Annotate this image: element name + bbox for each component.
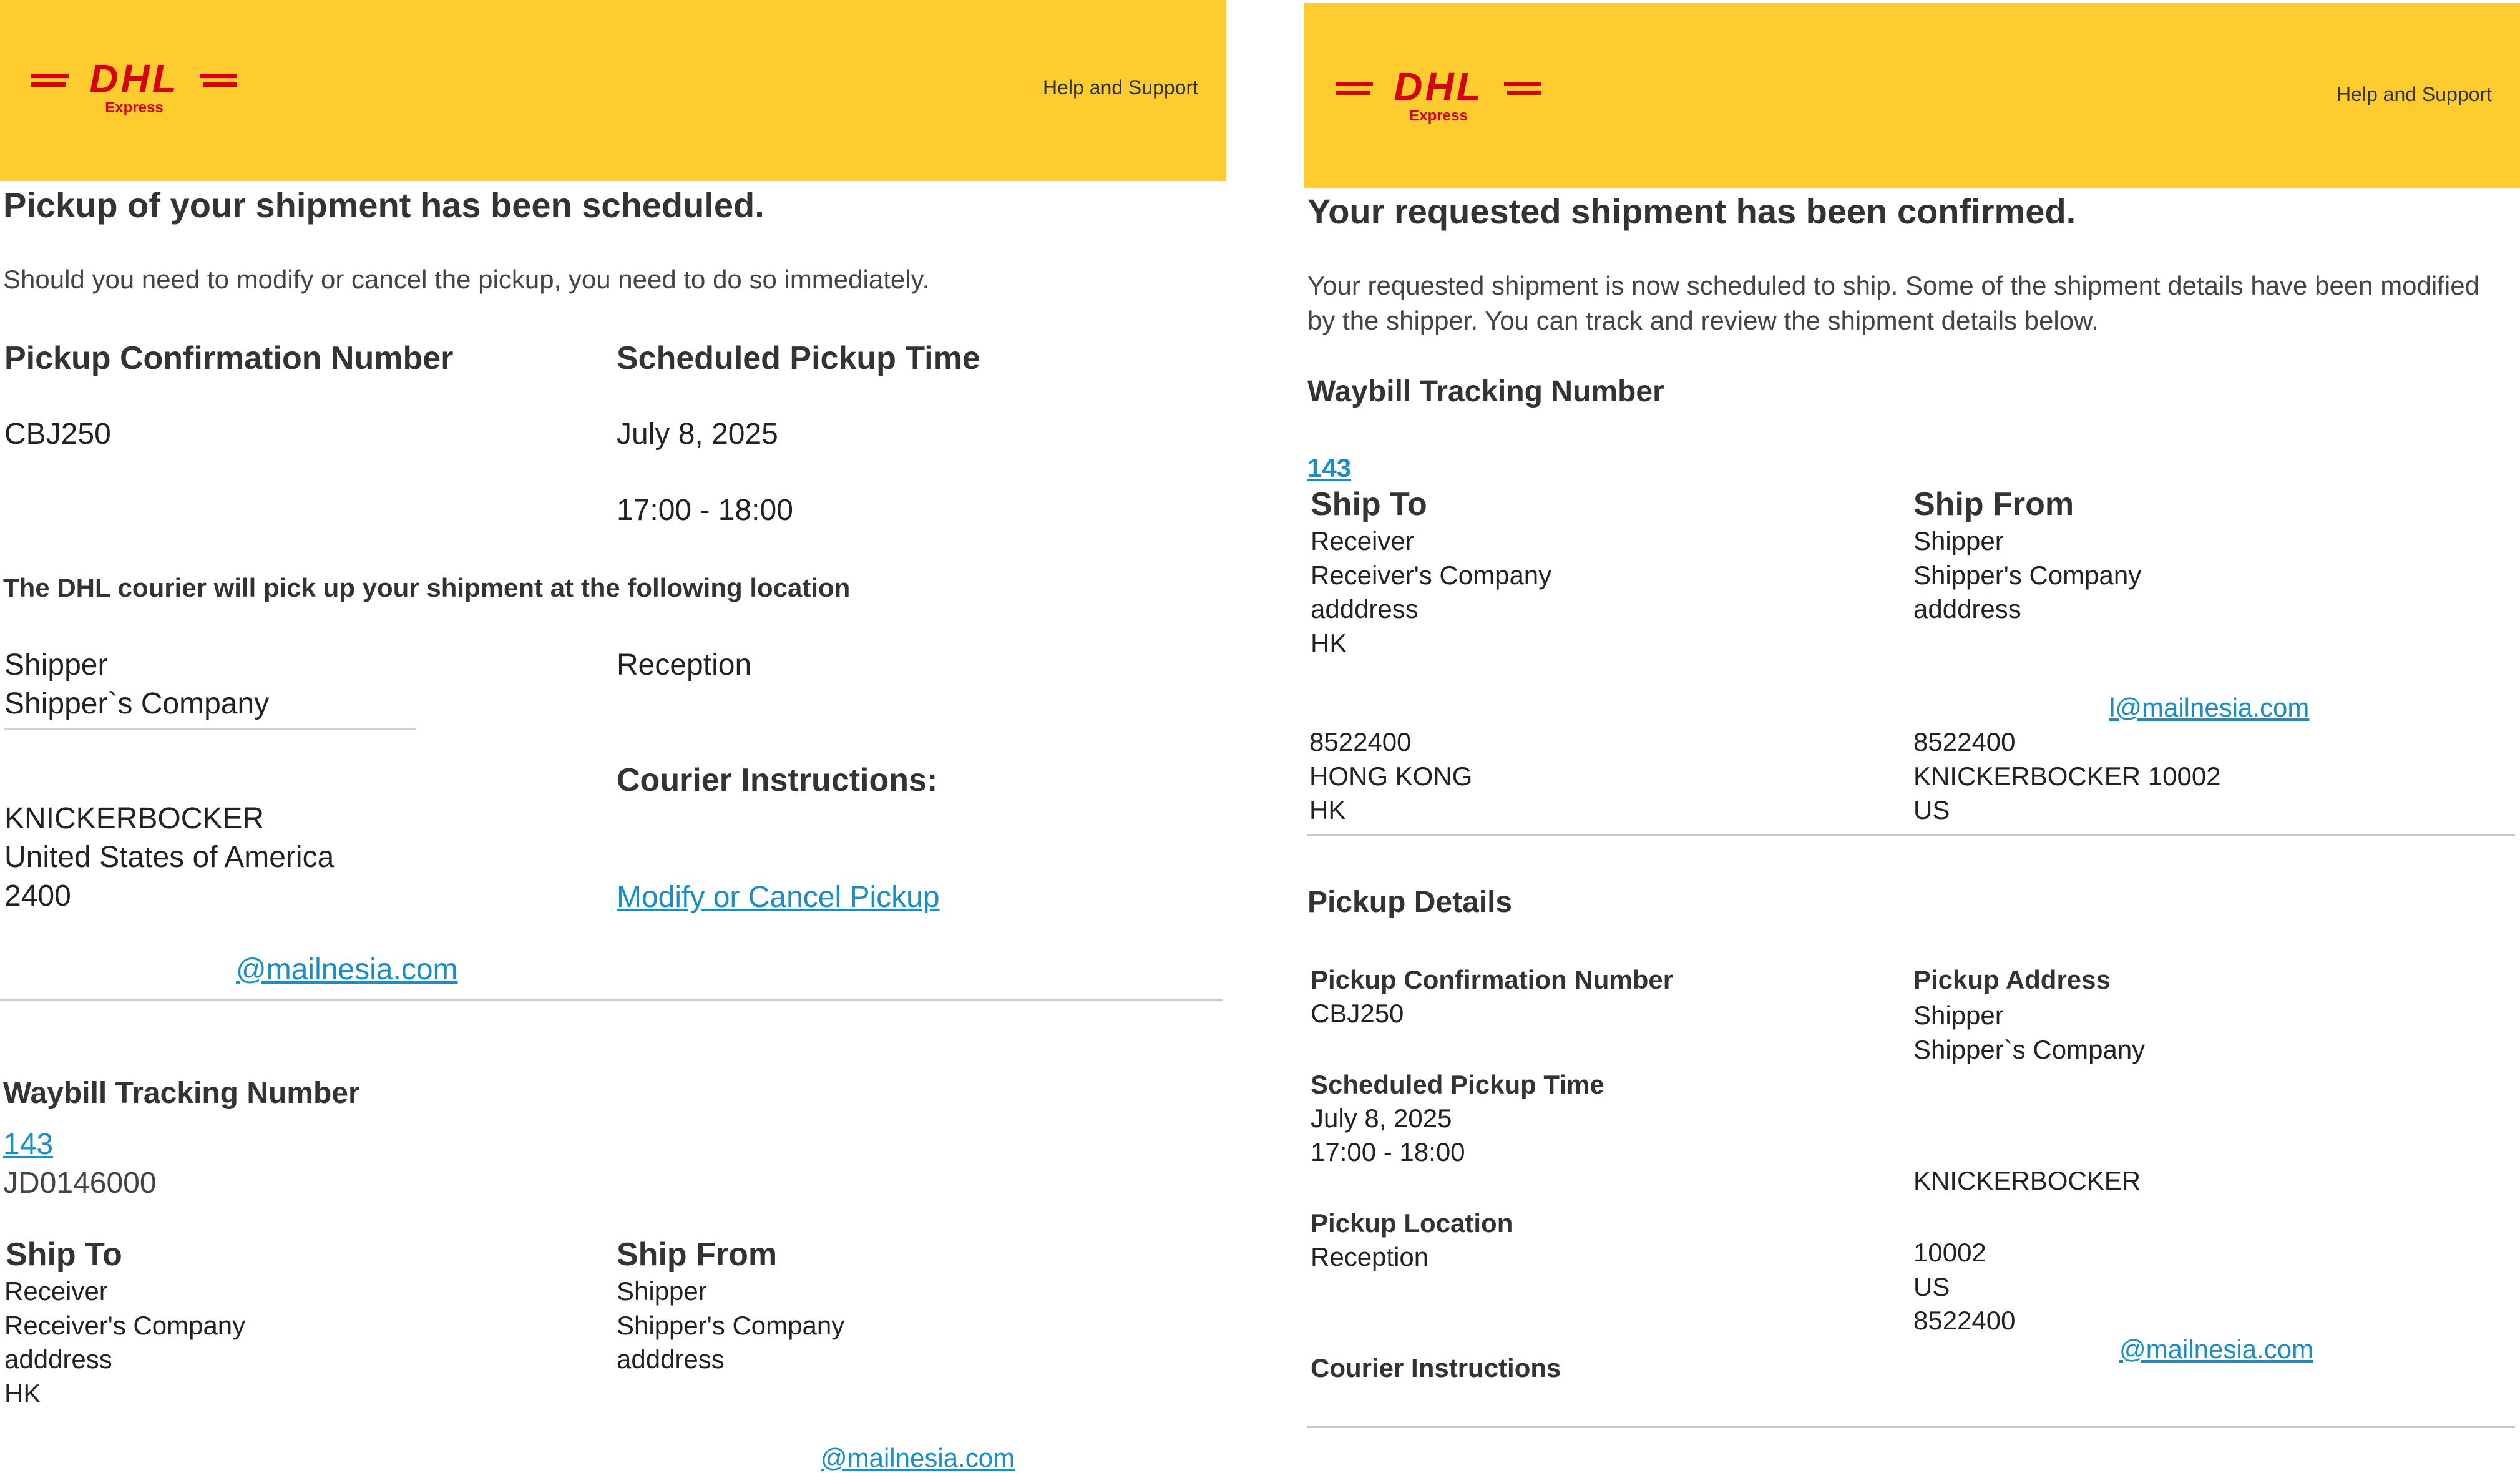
ship-from-label: Ship From [617,1236,778,1273]
ship-to-contact-line: HONG KONG [1309,761,1473,791]
waybill-reference: JD0146000 [3,1167,157,1200]
location-country: United States of America [4,841,335,874]
pickup-email-link[interactable]: @mailnesia.com [2119,1334,2314,1364]
section-divider [1307,834,2515,836]
pickup-address-line: Shipper [1913,1001,2004,1030]
ship-to-contact [1309,725,1472,828]
ship-from-email-link[interactable]: @mailnesia.com [821,1443,1015,1472]
dhl-logo-icon [1336,66,1541,128]
dhl-logo-icon [31,57,237,120]
ship-to-line: adddress [1311,594,1419,624]
dhl-express-logo[interactable] [31,57,237,120]
location-company: Shipper`s Company [4,687,270,720]
location-name: Shipper [4,648,108,682]
page-title: Pickup of your shipment has been scheduled. [3,185,764,225]
pickup-postal-line: US [1913,1271,1950,1301]
ship-from-contact-line: KNICKERBOCKER 10002 [1913,761,2221,791]
location-phone: 2400 [4,879,71,913]
location-email-link[interactable]: @mailnesia.com [236,953,458,986]
pickup-date: July 8, 2025 [1311,1104,1452,1133]
pickup-postal-line: 8522400 [1913,1306,2016,1336]
pickup-details-heading: Pickup Details [1307,886,1513,919]
pickup-date: July 8, 2025 [617,418,778,451]
header-banner [1304,3,2520,188]
page-subtitle: Should you need to modify or cancel the pickup, you need to do so immediately. [3,265,930,294]
ship-to-line: Receiver's Company [4,1310,246,1340]
pickup-time-window: 17:00 - 18:00 [1311,1137,1465,1167]
ship-from-email-link[interactable]: l@mailnesia.com [2109,693,2310,722]
ship-from-contact-line: US [1913,795,1950,825]
help-and-support-link[interactable]: Help and Support [2336,83,2492,105]
ship-to-label: Ship To [6,1236,122,1273]
ship-from-line: adddress [617,1344,725,1374]
ship-to-line: Receiver [1311,526,1414,555]
help-and-support-link[interactable]: Help and Support [1042,76,1198,99]
confirmation-number-value: CBJ250 [1311,999,1404,1028]
redacted-address-line [4,728,416,730]
page-title: Your requested shipment has been confirmed. [1307,192,2076,231]
ship-from-line: Shipper [1913,526,2004,555]
ship-to-line: adddress [4,1344,112,1374]
logo-sub: Express [1409,107,1468,124]
pickup-location-heading: The DHL courier will pick up your shipment at the following location [3,573,851,602]
ship-to-line: Receiver's Company [1311,560,1552,590]
dhl-express-logo[interactable] [1336,66,1541,128]
confirmation-number-value: CBJ250 [4,418,111,451]
courier-instructions-label: Courier Instructions: [617,762,938,798]
ship-to-line: HK [1311,628,1347,658]
ship-to-label: Ship To [1311,486,1427,522]
pickup-postal-line: 10002 [1913,1238,1986,1267]
pickup-location-label: Pickup Location [1311,1208,1513,1238]
ship-from-line: Shipper [617,1276,707,1306]
ship-to-address [1311,524,1551,660]
pickup-time-window: 17:00 - 18:00 [617,494,793,527]
location-city: KNICKERBOCKER [4,802,265,835]
pickup-address [1913,999,2145,1067]
section-divider [0,999,1223,1001]
ship-from-line: adddress [1913,594,2021,624]
pickup-address-line: Shipper`s Company [1913,1034,2146,1064]
ship-from-address [617,1275,844,1377]
logo-sub: Express [105,99,164,116]
ship-from-line: Shipper's Company [1913,560,2142,590]
pickup-point: Reception [617,648,752,682]
pickup-location-value: Reception [1311,1242,1429,1271]
pickup-postal [1913,1236,2016,1338]
ship-to-contact-line: HK [1309,795,1346,825]
logo-word: DHL [89,57,179,101]
ship-from-contact [1913,725,2221,828]
ship-to-address [4,1275,245,1411]
header-banner [0,0,1226,181]
pickup-city: KNICKERBOCKER [1913,1166,2141,1195]
confirmation-number-label: Pickup Confirmation Number [1311,965,1674,994]
section-divider [1307,1426,2515,1428]
ship-from-contact-line: 8522400 [1913,727,2016,756]
confirmation-number-label: Pickup Confirmation Number [4,340,454,376]
ship-to-contact-line: 8522400 [1309,727,1412,756]
waybill-label: Waybill Tracking Number [3,1077,360,1110]
pickup-time-label: Scheduled Pickup Time [1311,1070,1604,1099]
pickup-time-label: Scheduled Pickup Time [617,340,980,376]
ship-from-line: Shipper's Company [617,1310,845,1340]
logo-word: DHL [1394,66,1483,109]
confirmation-body: Your requested shipment is now scheduled to ship. Some of the shipment details have been modified by the shipper. You can track and review the shipment details below. [1307,271,2479,335]
pickup-address-label: Pickup Address [1913,965,2111,994]
ship-to-line: Receiver [4,1276,108,1306]
ship-from-address [1913,524,2141,627]
ship-to-line: HK [4,1378,41,1408]
modify-cancel-pickup-link[interactable]: Modify or Cancel Pickup [617,881,940,914]
waybill-label: Waybill Tracking Number [1307,375,1664,408]
ship-from-label: Ship From [1913,486,2074,522]
waybill-number-link[interactable]: 143 [1307,453,1352,482]
pickup-scheduled-email [0,0,1226,1472]
waybill-number-link[interactable]: 143 [3,1128,54,1161]
shipment-confirmed-email [1304,0,2520,1466]
courier-instructions-label: Courier Instructions [1311,1353,1561,1382]
